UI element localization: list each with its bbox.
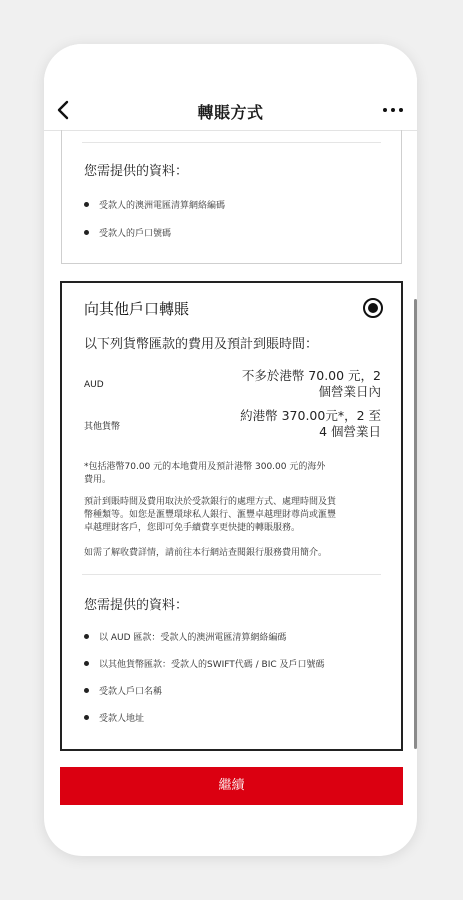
divider bbox=[82, 142, 381, 143]
transfer-option-other-account[interactable] bbox=[60, 281, 403, 751]
transfer-option-card-previous[interactable] bbox=[61, 130, 402, 264]
fee-value-line: 4 個營業日 bbox=[319, 424, 381, 439]
option-title: 向其他戶口轉賬 bbox=[84, 300, 190, 318]
note-line: *包括港幣70.00 元的本地費用及預計港幣 300.00 元的海外 bbox=[84, 462, 326, 472]
fee-value-aud bbox=[221, 368, 381, 400]
fee-value-line: 不多於港幣 70.00 元，2 bbox=[241, 368, 381, 383]
currency-label-other: 其他貨幣 bbox=[84, 422, 121, 432]
fee-heading: 以下列貨幣匯款的費用及預計到賬時間： bbox=[84, 337, 319, 352]
list-item-text: 以其他貨幣匯款：受款人的SWIFT代碼 / BIC 及戶口號碼 bbox=[99, 660, 325, 670]
fee-value-line: 個營業日內 bbox=[318, 384, 381, 399]
required-info-title: 您需提供的資料： bbox=[84, 598, 189, 613]
fee-details-note: 如需了解收費詳情，請前往本行網站查閱銀行服務費用簡介。 bbox=[84, 548, 328, 558]
continue-button[interactable]: 繼續 bbox=[60, 767, 403, 805]
bullet-icon bbox=[84, 634, 89, 639]
top-bar bbox=[44, 44, 417, 131]
divider bbox=[82, 574, 381, 575]
bullet-icon bbox=[84, 715, 89, 720]
fee-value-other bbox=[221, 408, 381, 440]
list-item-text: 受款人戶口名稱 bbox=[99, 687, 163, 697]
more-horizontal-icon[interactable] bbox=[381, 98, 405, 122]
scrollbar[interactable] bbox=[414, 299, 417, 749]
required-info-title: 您需提供的資料： bbox=[84, 164, 189, 179]
note-line: 幣種類等。如您是滙豐環球私人銀行、滙豐卓越理財尊尚或滙豐 bbox=[84, 510, 337, 520]
page-title: 轉賬方式 bbox=[197, 103, 264, 122]
note-line: 預計到賬時間及費用取決於受款銀行的處理方式、處理時間及貨 bbox=[84, 497, 337, 507]
list-item bbox=[84, 226, 171, 239]
note-line: 費用。 bbox=[84, 475, 112, 485]
list-item bbox=[84, 657, 325, 670]
bullet-icon bbox=[84, 230, 89, 235]
processing-note bbox=[84, 496, 364, 535]
list-item bbox=[84, 684, 162, 697]
currency-label-aud: AUD bbox=[84, 380, 104, 390]
list-item-text: 受款人的澳洲電匯清算網絡編碼 bbox=[99, 201, 226, 211]
fee-footnote bbox=[84, 461, 364, 487]
fee-value-line: 約港幣 370.00元*，2 至 bbox=[240, 408, 381, 423]
bullet-icon bbox=[84, 661, 89, 666]
list-item bbox=[84, 198, 225, 211]
phone-frame bbox=[44, 44, 417, 856]
list-item bbox=[84, 630, 286, 643]
list-item-text: 受款人地址 bbox=[99, 714, 145, 724]
radio-selected-icon[interactable] bbox=[363, 298, 383, 318]
list-item bbox=[84, 711, 144, 724]
bullet-icon bbox=[84, 688, 89, 693]
note-line: 卓越理財客戶，您即可免手續費享更快捷的轉賬服務。 bbox=[84, 523, 301, 533]
bullet-icon bbox=[84, 202, 89, 207]
list-item-text: 受款人的戶口號碼 bbox=[99, 229, 172, 239]
list-item-text: 以 AUD 匯款：受款人的澳洲電匯清算網絡編碼 bbox=[99, 633, 287, 643]
